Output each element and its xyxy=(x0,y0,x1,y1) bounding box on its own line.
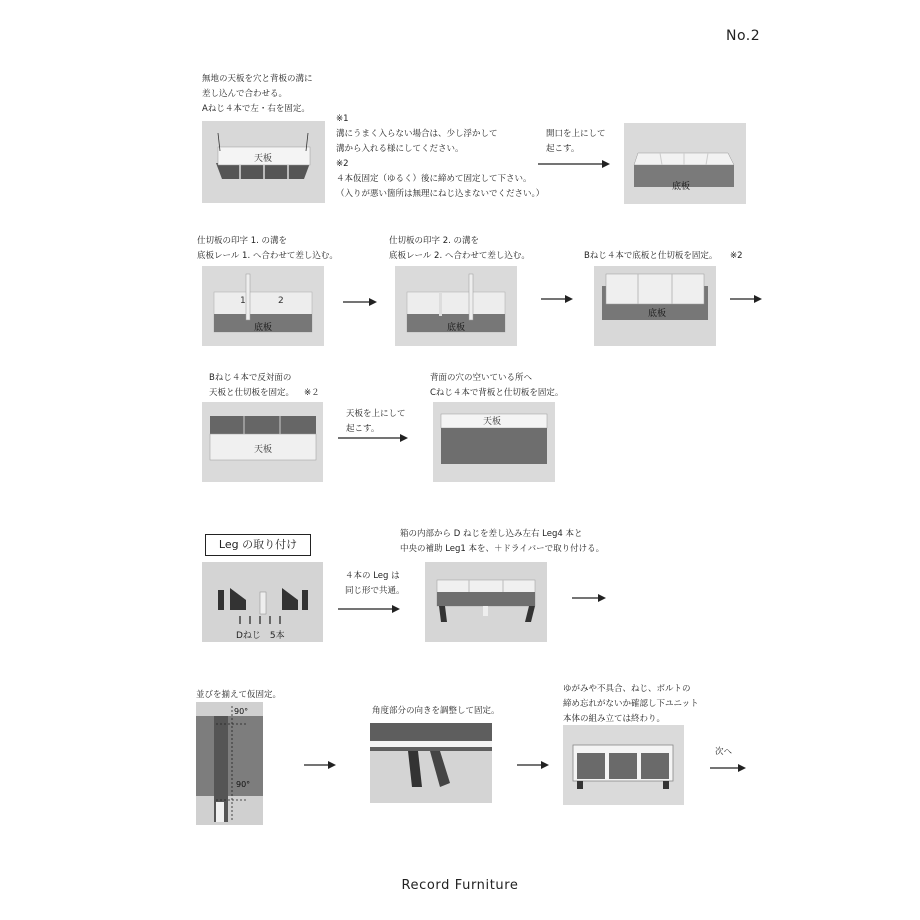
arrow-right-icon xyxy=(338,433,408,443)
step-fix-back: 背面の穴の空いている所へ Cねじ４本で背板と仕切板を固定。 xyxy=(430,373,564,398)
step-align-temp: 並びを揃えて仮固定。 xyxy=(196,690,282,700)
step-partition-1: 仕切板の印字 1. の溝を 底板レール 1. へ合わせて差し込む。 xyxy=(197,236,338,261)
next-label: 次へ xyxy=(715,747,733,757)
photo-label-partition-1: 底板 xyxy=(254,323,273,333)
arrow-right-icon xyxy=(541,294,573,304)
step-final-check: ゆがみや不具合、ねじ、ボルトの 締め忘れがないか確認し下ユニット 本体の組み立ては終わり。 xyxy=(563,684,699,724)
page-number: No.2 xyxy=(726,28,761,44)
photo-label-top-up: 天板 xyxy=(483,417,502,427)
photo-label-opposite-top: 天板 xyxy=(254,445,273,455)
step-partition-2: 仕切板の印字 2. の溝を 底板レール 2. へ合わせて差し込む。 xyxy=(389,236,530,261)
photo-bottom-panel xyxy=(624,123,746,204)
note-mark-2: ※2 xyxy=(730,251,743,261)
photo-attach-legs xyxy=(425,562,547,642)
photo-adjust-angle xyxy=(370,723,492,803)
photo-top-panel xyxy=(202,121,325,203)
photo-finished-unit xyxy=(563,725,684,805)
photo-label-d-screws: Dねじ 5本 xyxy=(236,631,285,641)
arrow-right-icon xyxy=(730,294,762,304)
step-adjust-angle: 角度部分の向きを調整して固定。 xyxy=(372,706,500,716)
photo-label-top-panel: 天板 xyxy=(254,154,273,164)
angle-label-bottom: 90° xyxy=(236,780,251,789)
arrow-right-icon xyxy=(710,763,746,773)
step-legs-common: ４本の Leg は 同じ形で共通。 xyxy=(345,571,405,596)
photo-fix-partitions xyxy=(594,266,716,346)
note-text: ※1 溝にうまく入らない場合は、少し浮かして 溝から入れる様にしてください。 ※2 ４本仮固定（ゆるく）後に締めて固定して下さい。 （入りが悪い箇所は無理にねじ込まないでください。） xyxy=(336,114,545,199)
arrow-right-icon xyxy=(517,760,549,770)
arrow-right-icon xyxy=(343,297,377,307)
arrow-right-icon xyxy=(538,159,610,169)
photo-partition-1 xyxy=(202,266,324,346)
mark-2: 2 xyxy=(278,296,284,306)
leg-section-title: Leg の取り付け xyxy=(205,534,311,556)
arrow-right-icon xyxy=(304,760,336,770)
photo-label-bottom-panel: 底板 xyxy=(672,182,691,192)
mark-1: 1 xyxy=(240,296,246,306)
arrow-right-icon xyxy=(572,593,606,603)
intro-text: 無地の天板を穴と背板の溝に 差し込んで合わせる。 Aねじ４本で左・右を固定。 xyxy=(202,74,313,114)
step-raise-top: 天板を上にして 起こす。 xyxy=(346,409,406,434)
step-fix-opposite: Bねじ４本で反対面の 天板と仕切板を固定。 xyxy=(209,373,295,398)
arrow-right-icon xyxy=(338,604,400,614)
angle-label-top: 90° xyxy=(234,707,249,716)
step-raise-opening: 開口を上にして 起こす。 xyxy=(546,129,606,154)
photo-opposite-top xyxy=(202,402,323,482)
step-attach-legs: 箱の内部から D ねじを差し込み左右 Leg4 本と 中央の補助 Leg1 本を、＋ドライバーで取り付ける。 xyxy=(400,529,605,554)
step-fix-b-screws: Bねじ４本で底板と仕切板を固定。 xyxy=(584,251,718,261)
photo-label-fix-partitions: 底板 xyxy=(648,309,667,319)
photo-top-up xyxy=(433,402,555,482)
footer-brand: Record Furniture xyxy=(401,878,519,893)
photo-partition-2 xyxy=(395,266,517,346)
note-mark-2-row3: ※２ xyxy=(304,388,320,398)
photo-label-partition-2: 底板 xyxy=(447,323,466,333)
photo-legs-screws xyxy=(202,562,323,642)
photo-align-legs xyxy=(196,702,263,825)
